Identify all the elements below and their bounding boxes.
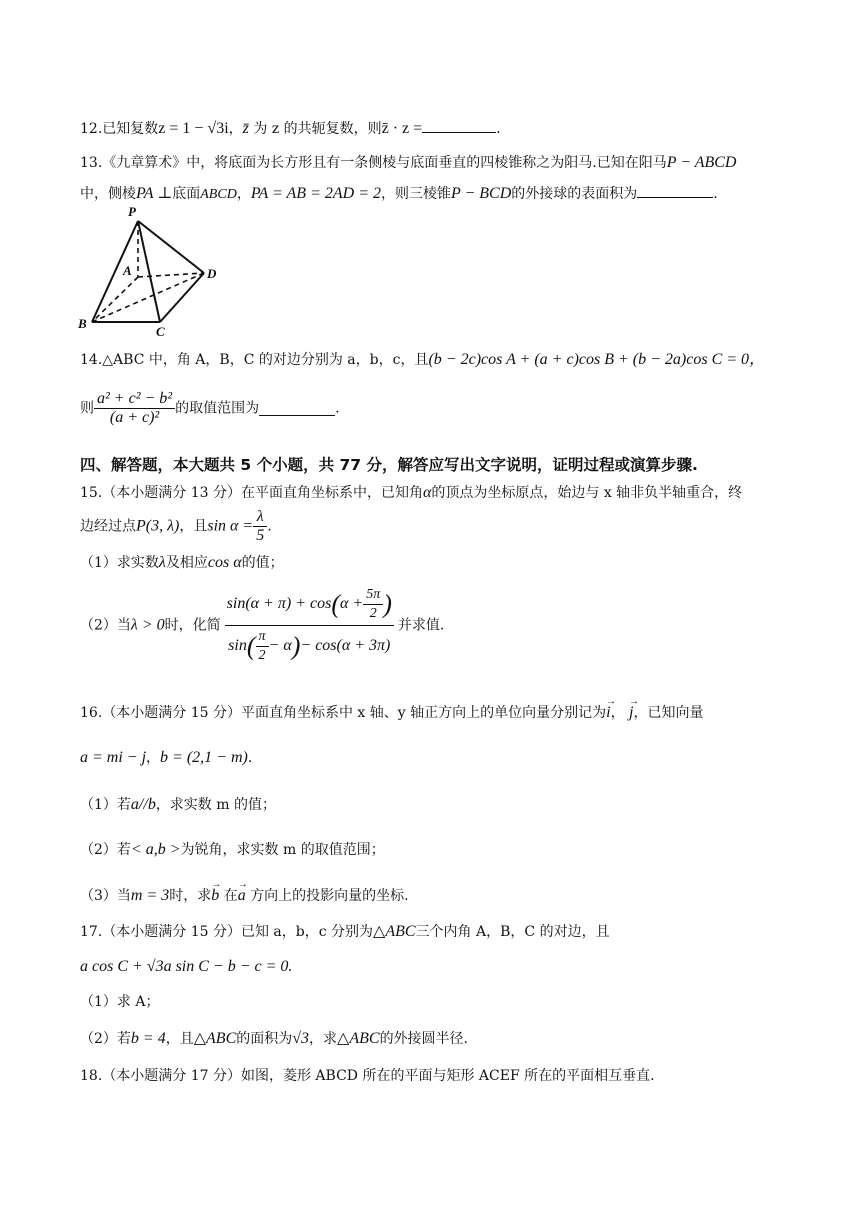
q16-line1: 16.（本小题满分 15 分）平面直角坐标系中 x 轴、y 轴正方向上的单位向量分别记为 [80,705,607,721]
q13-end: . [713,186,718,202]
q14-tail: 的取值范围为 [175,400,260,417]
q16-vec-i: → i [606,703,610,723]
q17-equation: a cos C + √3a sin C − b − c = 0. [80,958,293,975]
section-4-heading: 四、解答题，本大题共 5 个小题，共 77 分，解答应写出文字说明，证明过程或演算步骤. [80,456,698,474]
q14-then: 则 [80,400,94,417]
q16-p1-parallel: a//b [130,796,156,813]
q16-sep: ， [610,705,625,721]
q16-a-def: a = mi − j [80,749,147,766]
label-a: A [123,263,132,278]
q12-end: . [496,121,501,137]
q12-expression: z̄ · z = [381,120,423,137]
question-12 [80,118,501,139]
label-c: C [156,324,165,339]
q15-den-paren-close: ) [291,631,301,661]
question-15-part-2 [80,586,444,665]
q13-line1: 13.《九章算术》中，将底面为长方形且有一条侧棱与底面垂直的四棱锥称之为阳马.已知在阳马 [80,155,667,171]
q17-p2a: （2）若 [80,1031,131,1047]
q16-line1-end: ，已知向量 [633,705,704,721]
label-d: D [207,266,217,281]
q18-line1: 18.（本小题满分 17 分）如图，菱形 ABCD 所在的平面与矩形 ACEF 所在的平面相互垂直. [80,1068,655,1084]
q16-p3e: 在 [223,888,238,904]
q14-equation: (b − 2c)cos A + (a + c)cos B + (b − 2a)cos C = 0， [428,351,766,368]
q13-text-a: 中，侧棱 [80,186,136,202]
q13-sep: ， [236,186,251,202]
label-b: B [78,316,87,331]
q16-p3: （3）当 [80,888,131,904]
question-13-line-1 [80,153,736,173]
q13-pyramid: P − ABCD [666,154,737,171]
q15-paren-open: ( [331,589,340,619]
q15-frac-den: 5 [256,527,265,544]
q16-b-def: b = (2,1 − m) [160,749,248,766]
question-15-part-1 [80,553,284,573]
q15-den-frac-d: 2 [258,648,266,663]
q14-answer-blank[interactable] [259,401,335,416]
q15-den-paren-open: ( [246,631,256,661]
q15-p2-cond: λ > 0 [130,616,165,634]
q16-comma: ， [146,750,161,766]
q16-p3-m: m = 3 [130,887,170,904]
question-16-part-2 [80,840,385,860]
question-18 [80,1066,655,1086]
q12-sep: ， [228,121,243,137]
q13-perp: PA ⊥ [136,185,173,202]
q15-den-c: − α [268,637,292,655]
q17-line1b: 三个内角 A，B，C 的对边，且 [415,924,610,940]
q15-p1c: 及相应 [165,555,208,571]
q15-den-frac-n: π [256,628,269,647]
question-13-line-2 [80,183,718,205]
q16-line2-end: . [247,750,253,766]
q15-p1-cos: cos α [207,554,242,571]
q15-big-fraction [225,586,394,665]
question-15-line-2 [80,508,272,545]
q13-tri-pyramid: P − BCD [450,185,512,202]
q15-num-frac-n: 5π [363,586,383,605]
q13-text-c: 底面 [172,186,201,202]
q16-p2-angle: < a,b > [130,841,181,858]
question-14-line-2 [80,390,340,427]
q16-p3-b: → b [211,886,219,906]
question-17-part-2 [80,1029,468,1049]
q15-num-b: α + [340,595,364,613]
question-16-line-1 [80,703,704,723]
q15-num-frac-d: 2 [369,606,377,621]
q15-line2-end: . [267,518,272,535]
q13-answer-blank[interactable] [637,183,713,198]
question-14-line-1 [80,350,765,370]
q15-point: P(3, λ) [136,517,180,535]
q17-p2g: ，求 [309,1031,338,1047]
q17-p2-tri2: △ABC [337,1030,380,1047]
q14-frac-den: (a + c)² [109,409,160,426]
q15-den-d: − cos(α + 3π) [300,637,391,655]
q16-p2: （2）若 [80,842,131,858]
question-16-part-1 [80,795,276,815]
q15-big-den [225,626,394,665]
q15-den-a: sin [228,637,247,655]
label-p: P [128,205,136,219]
q15-line2a: 边经过点 [80,518,136,535]
q12-z-definition: z = 1 − √3i [158,120,229,137]
q17-p2-b: b = 4 [130,1030,166,1047]
q15-num-frac [363,586,383,623]
q17-triangle: △ABC [373,923,416,940]
q15-paren-close: ) [383,589,392,619]
q17-p2i: 的外接圆半径. [379,1031,469,1047]
q17-p2-tri: △ABC [193,1030,237,1047]
q15-frac-num: λ [253,508,267,527]
q15-den-frac [256,628,269,665]
question-17-line-2 [80,957,292,977]
question-16-line-2 [80,748,252,768]
q16-p3c: 时，求 [169,888,212,904]
q15-p1e: 的值； [241,555,284,571]
q15-p1a: （1）求实数 [80,555,159,571]
q16-p1: （1）若 [80,797,131,813]
pyramid-figure [72,205,232,340]
q15-line2b: ，且 [179,518,208,535]
q12-conjugate: z̄ [242,120,249,137]
q14-frac-num: a² + c² − b² [94,390,175,409]
question-17-part-1 [80,992,159,1012]
q16-p3g: 方向上的投影向量的坐标. [250,888,409,904]
q13-text-i: 的外接球的表面积为 [511,186,638,202]
question-16-part-3 [80,886,409,906]
q13-lengths: PA = AB = 2AD = 2 [250,185,381,202]
q14-fraction [94,390,175,427]
q13-text-g: ，则三棱锥 [380,186,451,202]
q17-p2c: ，且 [165,1031,194,1047]
q15-p2-end: 并求值. [397,617,445,634]
q16-vec-j: → j [629,703,633,723]
q15-sin: sin α = [207,517,254,535]
q15-fraction [253,508,267,545]
q16-p2c: 为锐角，求实数 m 的取值范围； [180,842,385,858]
question-15-line-1 [80,483,742,503]
q14-prefix: 14.△ABC 中，角 A，B，C 的对边分别为 a，b，c，且 [80,352,429,368]
q17-p2e: 的面积为 [236,1031,293,1047]
question-17-line-1 [80,922,610,942]
q14-end: . [335,400,340,417]
q15-num-a: sin(α + π) + cos [226,595,332,613]
q12-answer-blank[interactable] [422,118,496,133]
q15-big-num [225,586,394,626]
q15-line1: 15.（本小题满分 13 分）在平面直角坐标系中，已知角 [80,485,423,501]
q17-p1: （1）求 A； [80,994,160,1010]
q16-p3-a: → a [238,886,246,906]
q15-p1-lambda: λ [158,554,166,571]
q17-line1: 17.（本小题满分 15 分）已知 a，b，c 分别为 [80,924,374,940]
pyramid-solid-edges [92,221,204,322]
q15-alpha: α [422,484,432,501]
q15-p2c: 时，化简 [164,617,221,634]
q15-line1b: 的顶点为坐标原点，始边与 x 轴非负半轴重合，终 [431,485,743,501]
q12-prefix: 12.已知复数 [80,121,159,137]
q12-mid: 为 z 的共轭复数，则 [253,121,382,137]
q16-p1c: ，求实数 m 的值； [155,797,276,813]
q17-p2-area: √3 [292,1030,310,1047]
q15-p2a: （2）当 [80,617,131,634]
q13-base: ABCD [200,187,237,202]
